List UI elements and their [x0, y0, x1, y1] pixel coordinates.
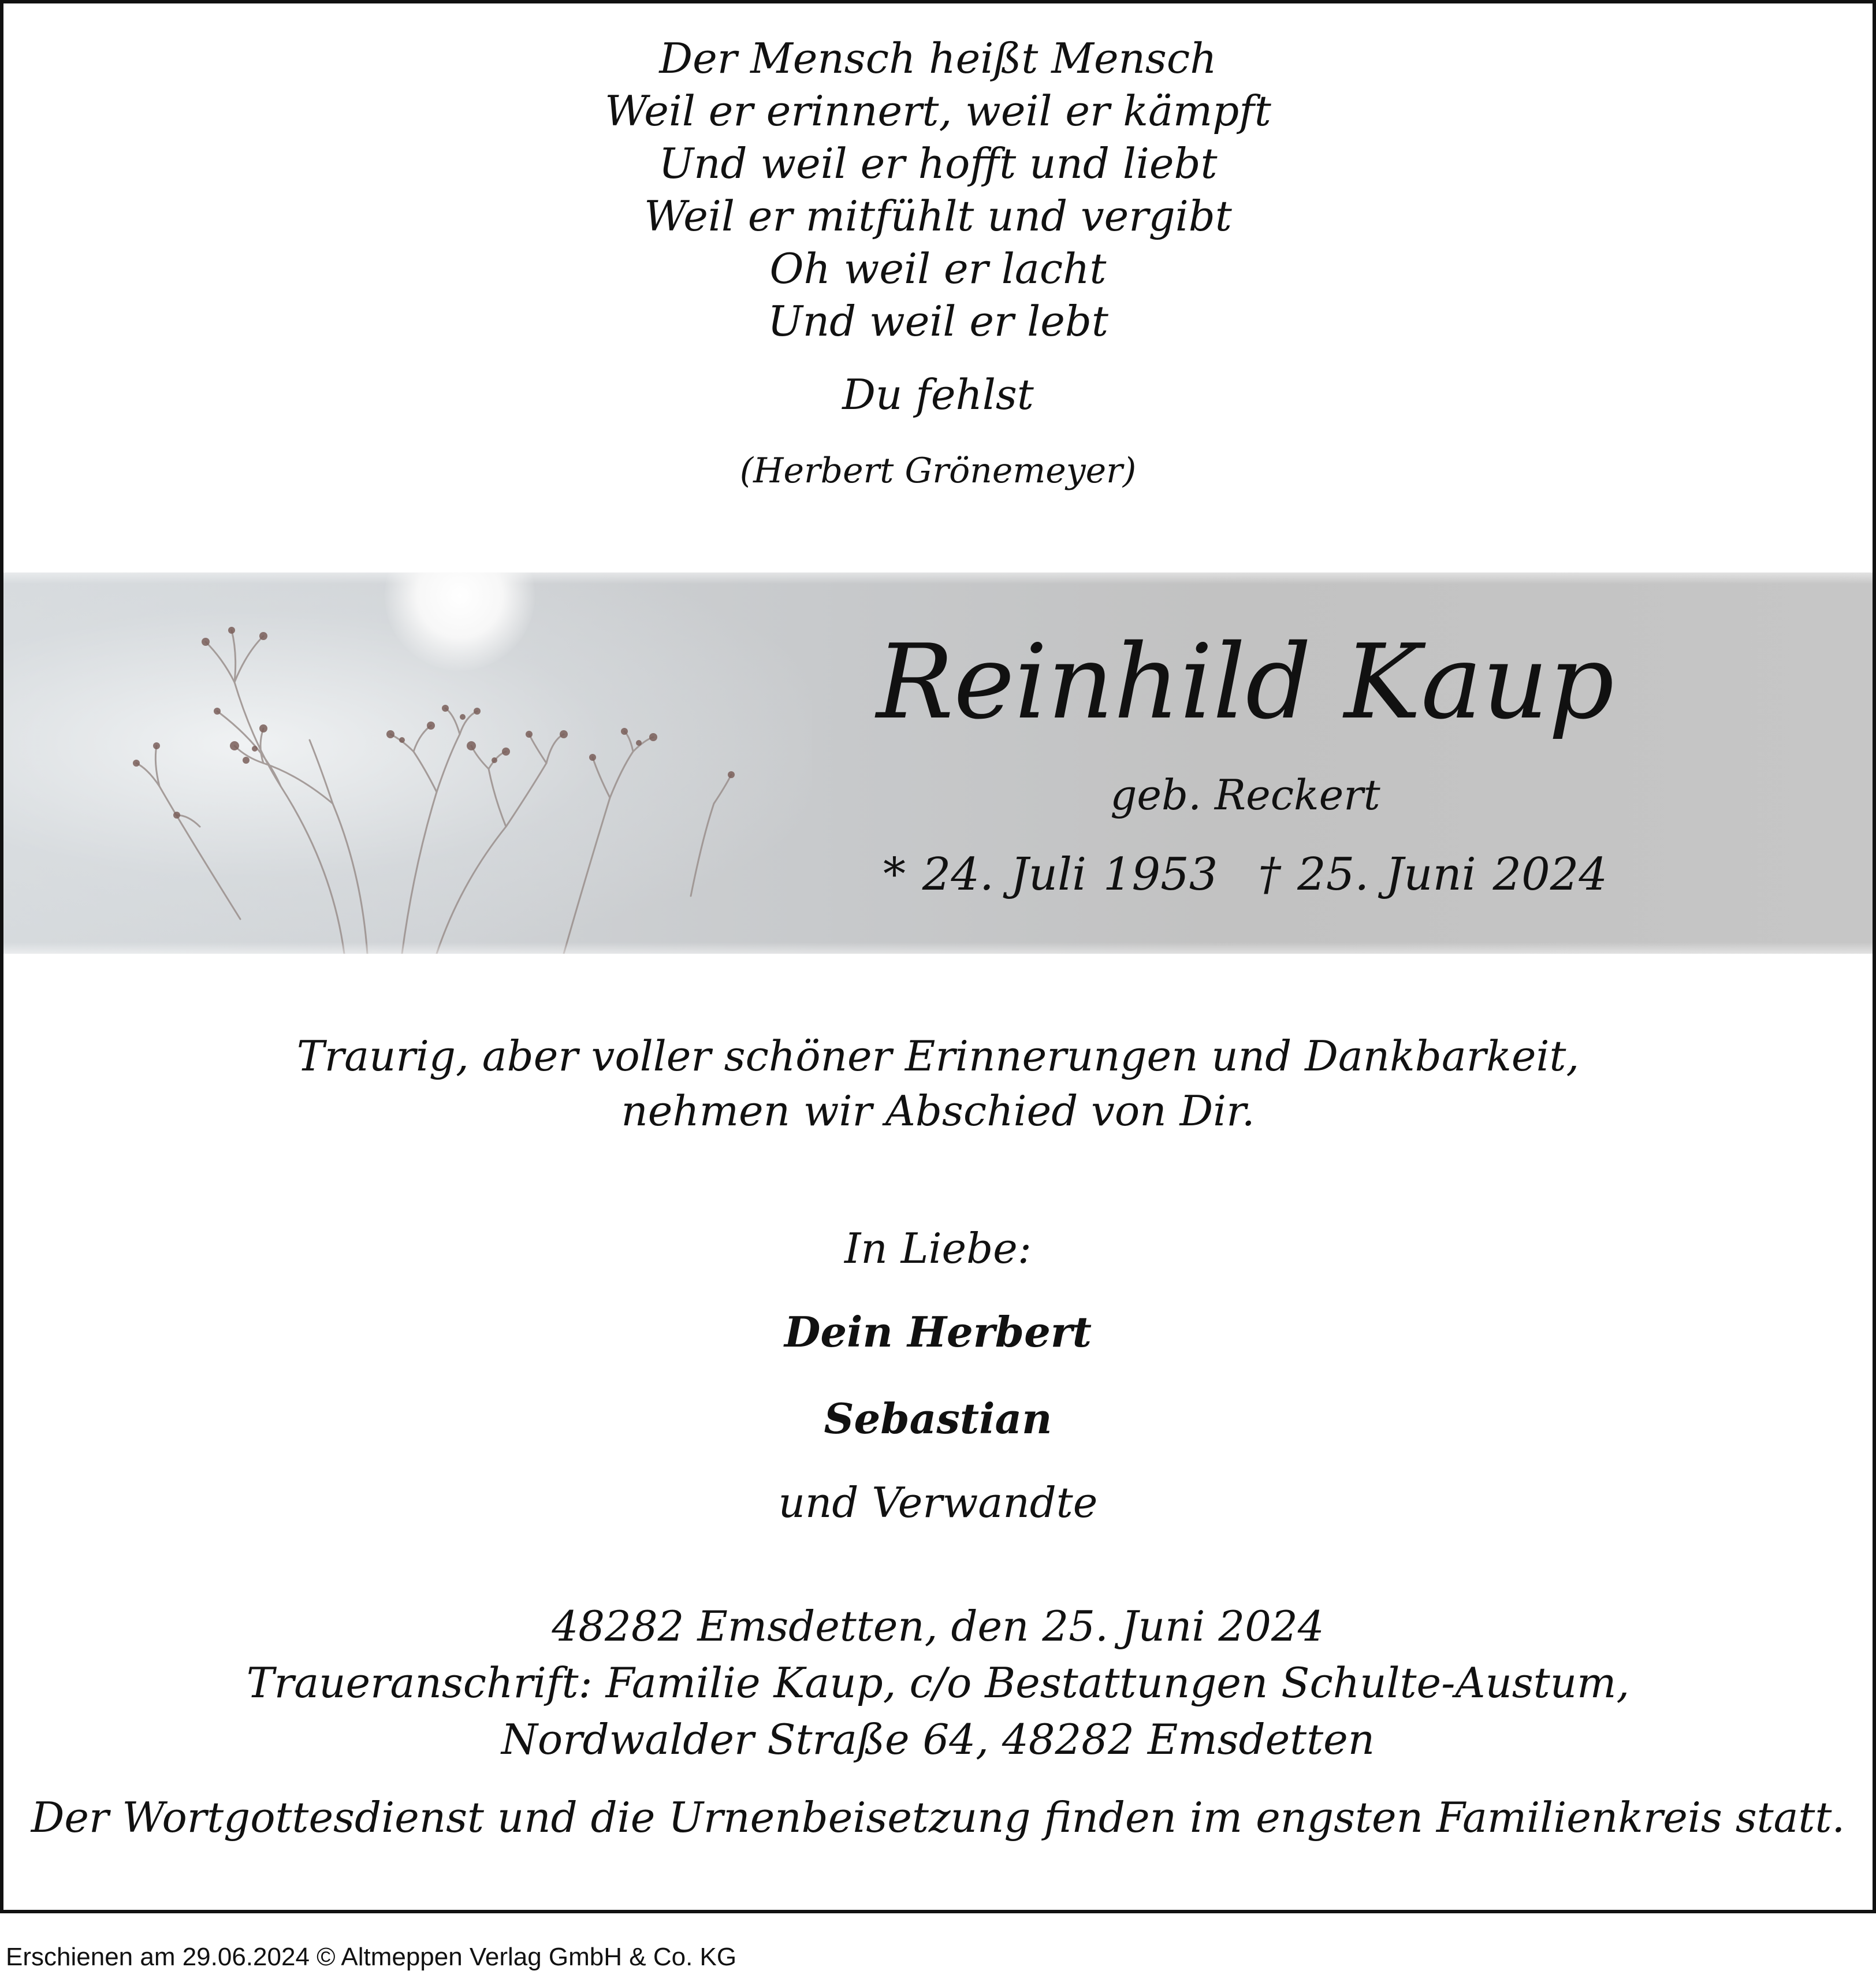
mourners-intro: In Liebe: — [844, 1224, 1032, 1273]
death-date: † 25. Juni 2024 — [1258, 849, 1607, 901]
relatives: und Verwandte — [778, 1478, 1098, 1527]
address-line: 48282 Emsdetten, den 25. Juni 2024 — [552, 1602, 1324, 1650]
mourning-address — [3, 1598, 1873, 1768]
address-line: Nordwalder Straße 64, 48282 Emsdetten — [501, 1715, 1375, 1764]
poem — [3, 32, 1873, 348]
poem-line: Und weil er lebt — [768, 297, 1108, 345]
poem-attribution: (Herbert Grönemeyer) — [739, 451, 1137, 491]
poem-line: Oh weil er lacht — [769, 244, 1107, 293]
mourner-name: Dein Herbert — [784, 1307, 1092, 1356]
maiden-name: geb. Reckert — [1110, 771, 1380, 819]
dried-flower-image — [90, 596, 754, 954]
deceased-name: Reinhild Kaup — [876, 622, 1614, 742]
mourner-name: Sebastian — [824, 1394, 1052, 1443]
poem-closing: Du fehlst — [842, 370, 1034, 419]
farewell-message — [3, 1029, 1873, 1139]
poem-line: Der Mensch heißt Mensch — [659, 34, 1217, 83]
poem-line: Weil er mitfühlt und vergibt — [644, 192, 1232, 240]
birth-date: * 24. Juli 1953 — [883, 849, 1218, 901]
message-line: nehmen wir Abschied von Dir. — [621, 1087, 1255, 1135]
poem-line: Und weil er hofft und liebt — [658, 139, 1218, 188]
service-note: Der Wortgottesdienst und die Urnenbeisetzung finden im engsten Familienkreis statt. — [31, 1793, 1845, 1842]
life-dates — [754, 847, 1736, 902]
poem-line: Weil er erinnert, weil er kämpft — [605, 87, 1271, 135]
publication-footer: Erschienen am 29.06.2024 © Altmeppen Verlag GmbH & Co. KG — [6, 1943, 737, 1971]
address-line: Traueranschrift: Familie Kaup, c/o Bestattungen Schulte-Austum, — [246, 1659, 1630, 1707]
message-line: Traurig, aber voller schöner Erinnerungen und Dankbarkeit, — [296, 1032, 1580, 1080]
